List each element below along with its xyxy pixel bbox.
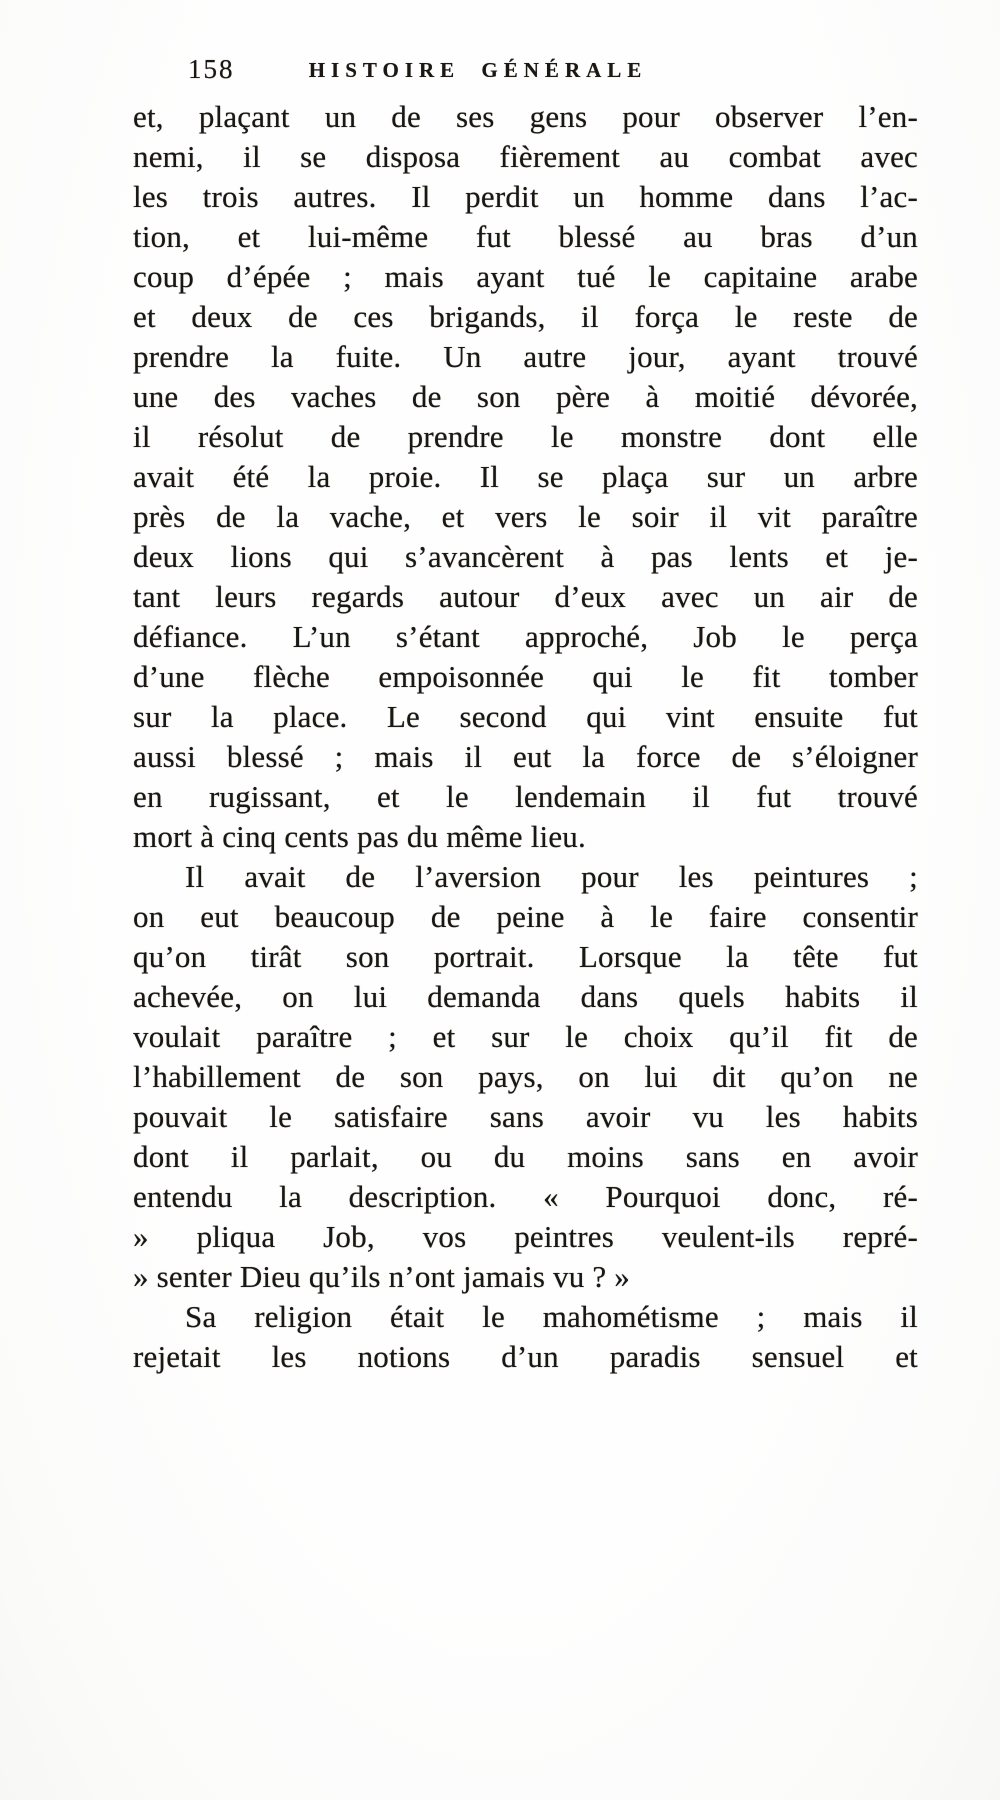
text-line: d’une flèche empoisonnée qui le fit tomber — [133, 659, 918, 694]
text-line: Il avait de l’aversion pour les peintures ; — [185, 859, 918, 894]
text-line: achevée, on lui demanda dans quels habits il — [133, 979, 918, 1014]
text-line: défiance. L’un s’étant approché, Job le perça — [133, 619, 918, 654]
running-title: HISTOIRE GÉNÉRALE — [308, 58, 648, 82]
text-line: aussi blessé ; mais il eut la force de s’éloigner — [133, 739, 918, 774]
text-line: Sa religion était le mahométisme ; mais il — [185, 1299, 918, 1334]
text-line: près de la vache, et vers le soir il vit paraître — [133, 499, 918, 534]
text-line: pouvait le satisfaire sans avoir vu les habits — [133, 1099, 918, 1134]
text-line: en rugissant, et le lendemain il fut trouvé — [133, 779, 918, 814]
text-line: dont il parlait, ou du moins sans en avoir — [133, 1139, 918, 1174]
page-number: 158 — [188, 54, 235, 84]
text-line: coup d’épée ; mais ayant tué le capitaine arabe — [133, 259, 918, 294]
text-line: » pliqua Job, vos peintres veulent-ils repré- — [133, 1219, 918, 1254]
text-line: on eut beaucoup de peine à le faire consentir — [133, 899, 918, 934]
text-line: rejetait les notions d’un paradis sensuel et — [133, 1339, 918, 1374]
text-line: sur la place. Le second qui vint ensuite fut — [133, 699, 918, 734]
body-text — [133, 97, 918, 1377]
text-line: tion, et lui-même fut blessé au bras d’un — [133, 219, 918, 254]
text-line: entendu la description. « Pourquoi donc, ré- — [133, 1179, 918, 1214]
text-line: voulait paraître ; et sur le choix qu’il fit de — [133, 1019, 918, 1054]
text-line: nemi, il se disposa fièrement au combat avec — [133, 139, 918, 174]
running-header — [133, 50, 823, 90]
text-line: il résolut de prendre le monstre dont elle — [133, 419, 918, 454]
text-line: qu’on tirât son portrait. Lorsque la tête fut — [133, 939, 918, 974]
text-line: mort à cinq cents pas du même lieu. — [133, 819, 586, 854]
text-line: prendre la fuite. Un autre jour, ayant trouvé — [133, 339, 918, 374]
text-line: deux lions qui s’avancèrent à pas lents et je- — [133, 539, 918, 574]
text-line: » senter Dieu qu’ils n’ont jamais vu ? » — [133, 1259, 631, 1294]
text-line: une des vaches de son père à moitié dévorée, — [133, 379, 918, 414]
text-line: et deux de ces brigands, il força le reste de — [133, 299, 918, 334]
text-line: les trois autres. Il perdit un homme dans l’ac- — [133, 179, 918, 214]
text-line: avait été la proie. Il se plaça sur un arbre — [133, 459, 918, 494]
text-line: et, plaçant un de ses gens pour observer l’en- — [133, 99, 918, 134]
text-line: l’habillement de son pays, on lui dit qu’on ne — [133, 1059, 918, 1094]
text-line: tant leurs regards autour d’eux avec un air de — [133, 579, 918, 614]
